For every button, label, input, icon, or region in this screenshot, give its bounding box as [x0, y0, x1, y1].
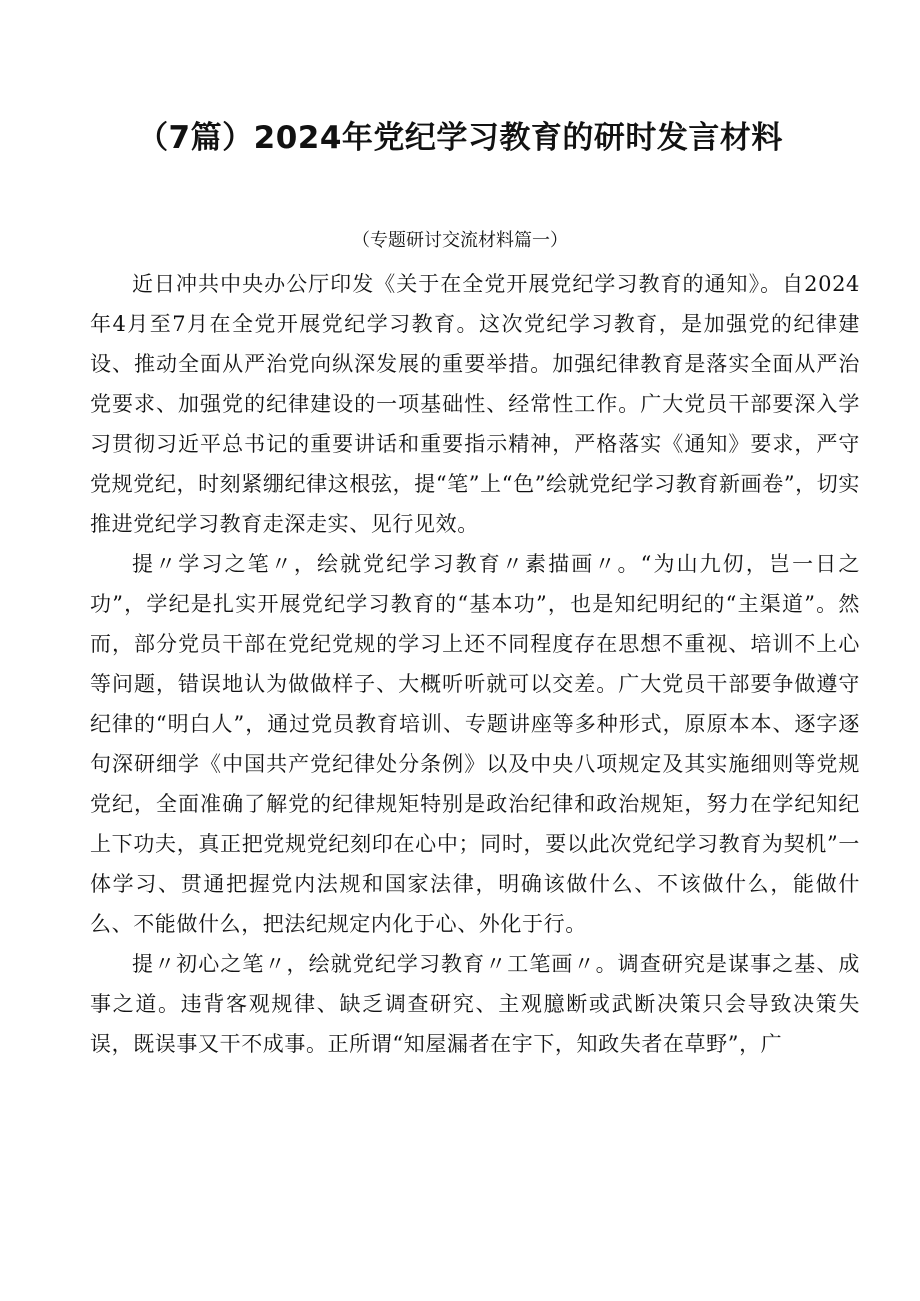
paragraph-3: 提〃初心之笔〃，绘就党纪学习教育〃工笔画〃。调查研究是谋事之基、成事之道。违背客观规律、缺乏调查研究、主观臆断或武断决策只会导致决策失误，既误事又干不成事。正所谓“知屋漏者在宇下，知政失者在草野”，广	[90, 952, 860, 1056]
document-title: （7篇）2024年党纪学习教育的研时发言材料	[137, 120, 783, 156]
paragraph-2: 提〃学习之笔〃，绘就党纪学习教育〃素描画〃。“为山九仞，岂一日之功”，学纪是扎实开展党纪学习教育的“基本功”，也是知纪明纪的“主渠道”。然而，部分党员干部在党纪党规的学习上还不同程度存在思想不重视、培训不上心等问题，错误地认为做做样子、大概听听就可以交差。广大党员干部要争做遵守纪律的“明白人”，通过党员教育培训、专题讲座等多种形式，原原本本、逐字逐句深研细学《中国共产党纪律处分条例》以及中央八项规定及其实施细则等党规党纪，全面准确了解党的纪律规矩特别是政治纪律和政治规矩，努力在学纪知纪上下功夫，真正把党规党纪刻印在心中；同时，要以此次党纪学习教育为契机”一体学习、贯通把握党内法规和国家法律，明确该做什么、不该做什么，能做什么、不能做什么，把法纪规定内化于心、外化于行。	[90, 552, 860, 936]
document-body	[90, 264, 860, 1064]
document-subtitle: （专题研讨交流材料篇一）	[352, 230, 568, 251]
paragraph-1: 近日冲共中央办公厅印发《关于在全党开展党纪学习教育的通知》。自2024年4月至7月在全党开展党纪学习教育。这次党纪学习教育，是加强党的纪律建设、推动全面从严治党向纵深发展的重要举措。加强纪律教育是落实全面从严治党要求、加强党的纪律建设的一项基础性、经常性工作。广大党员干部要深入学习贯彻习近平总书记的重要讲话和重要指示精神，严格落实《通知》要求，严守党规党纪，时刻紧绷纪律这根弦，提“笔”上“色”绘就党纪学习教育新画卷”，切实推进党纪学习教育走深走实、见行见效。	[90, 272, 860, 536]
